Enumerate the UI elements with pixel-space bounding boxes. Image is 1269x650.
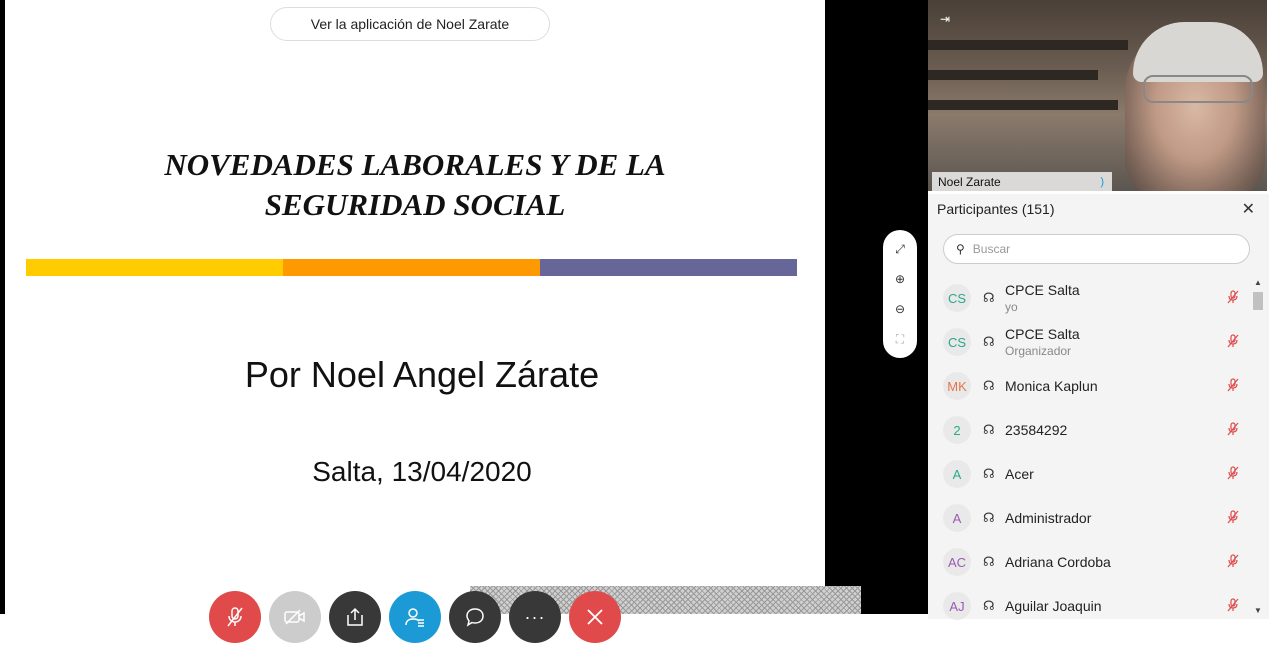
participant-name: CPCE Salta: [1005, 326, 1080, 342]
participant-name: Monica Kaplun: [1005, 378, 1098, 394]
avatar: CS: [943, 328, 971, 356]
avatar: AC: [943, 548, 971, 576]
zoom-in-icon[interactable]: ⊕: [894, 272, 906, 286]
participant-row[interactable]: [928, 320, 1250, 364]
slide-author: Por Noel Angel Zárate: [244, 354, 600, 395]
headset-icon: ☊: [983, 510, 995, 525]
participant-info: [999, 510, 1091, 526]
video-participant-name: Noel Zarate: [938, 174, 1001, 189]
video-button[interactable]: [269, 591, 321, 643]
participant-row[interactable]: [928, 540, 1250, 584]
share-button[interactable]: [329, 591, 381, 643]
mute-icon: [225, 606, 245, 628]
video-off-icon: [283, 608, 307, 626]
participant-hair: [1133, 22, 1263, 82]
end-call-icon: [586, 608, 604, 626]
avatar: A: [943, 504, 971, 532]
background-beam: [928, 100, 1118, 110]
muted-mic-icon[interactable]: [1227, 598, 1239, 615]
participant-info: [999, 598, 1102, 614]
color-bar-segment: [283, 259, 540, 276]
participants-panel: [928, 194, 1269, 619]
headset-icon: ☊: [983, 290, 995, 305]
search-input[interactable]: [943, 234, 1250, 264]
share-icon: [344, 607, 366, 627]
participant-name: 23584292: [1005, 422, 1068, 438]
avatar: 2: [943, 416, 971, 444]
muted-mic-icon[interactable]: [1227, 510, 1239, 527]
scroll-down-icon[interactable]: ▼: [1254, 606, 1262, 615]
participant-info: [999, 282, 1080, 314]
video-name-tag: [932, 172, 1112, 191]
muted-mic-icon[interactable]: [1227, 290, 1239, 307]
video-thumbnail[interactable]: [928, 0, 1267, 191]
participant-glasses: [1143, 75, 1253, 103]
end-call-button[interactable]: [569, 591, 621, 643]
muted-mic-icon[interactable]: [1227, 422, 1239, 439]
search-placeholder: Buscar: [972, 242, 1011, 256]
full-screen-icon[interactable]: ⛶: [895, 332, 905, 346]
participants-icon: [403, 606, 427, 628]
participant-info: [999, 378, 1098, 394]
participant-info: [999, 422, 1067, 438]
slide-date: Salta, 13/04/2020: [312, 456, 532, 487]
scrollbar-thumb[interactable]: [1253, 292, 1263, 310]
slide-title-line1: NOVEDADES LABORALES Y DE LA: [164, 147, 666, 182]
background-beam: [928, 70, 1098, 80]
participant-row[interactable]: [928, 496, 1250, 540]
muted-mic-icon[interactable]: [1227, 334, 1239, 351]
participant-info: [999, 326, 1080, 358]
participants-title: Participantes (151): [937, 201, 1055, 217]
presentation-slide: [5, 0, 825, 614]
view-app-button[interactable]: Ver la aplicación de Noel Zarate: [270, 7, 550, 41]
participants-button[interactable]: [389, 591, 441, 643]
more-options-button[interactable]: [509, 591, 561, 643]
headset-icon: ☊: [983, 466, 995, 481]
participants-header: [928, 194, 1269, 224]
headset-icon: ☊: [983, 422, 995, 437]
participant-role: Organizador: [1005, 344, 1072, 358]
muted-mic-icon[interactable]: [1227, 378, 1239, 395]
scrollbar[interactable]: [1252, 276, 1266, 617]
participant-name: Administrador: [1005, 510, 1092, 526]
slide-title-line2: SEGURIDAD SOCIAL: [264, 187, 566, 222]
participant-info: [999, 554, 1111, 570]
muted-mic-icon[interactable]: [1227, 466, 1239, 483]
avatar: AJ: [943, 592, 971, 620]
call-controls: [209, 591, 621, 643]
participant-role: yo: [1005, 300, 1018, 314]
participants-list: [928, 276, 1250, 628]
zoom-tools: [883, 230, 917, 358]
participant-info: [999, 466, 1034, 482]
headset-icon: ☊: [983, 554, 995, 569]
participant-row[interactable]: [928, 364, 1250, 408]
mute-button[interactable]: [209, 591, 261, 643]
chevron-right-icon[interactable]: ): [1100, 175, 1104, 188]
color-bar-segment: [26, 259, 283, 276]
avatar: MK: [943, 372, 971, 400]
avatar: A: [943, 460, 971, 488]
close-icon[interactable]: ✕: [1241, 201, 1255, 218]
participant-row[interactable]: [928, 452, 1250, 496]
participant-name: Adriana Cordoba: [1005, 554, 1111, 570]
participant-name: CPCE Salta: [1005, 282, 1080, 298]
fit-screen-icon[interactable]: ⤢: [895, 242, 905, 256]
avatar: CS: [943, 284, 971, 312]
scroll-up-icon[interactable]: ▲: [1254, 278, 1262, 287]
color-bar: [26, 259, 797, 276]
headset-icon: ☊: [983, 598, 995, 613]
participant-row[interactable]: [928, 276, 1250, 320]
color-bar-segment: [540, 259, 797, 276]
zoom-out-icon[interactable]: ⊖: [894, 302, 906, 316]
participant-name: Acer: [1005, 466, 1034, 482]
headset-icon: ☊: [983, 378, 995, 393]
participant-name: Aguilar Joaquin: [1005, 598, 1102, 614]
chat-icon: [464, 606, 486, 628]
muted-mic-icon[interactable]: [1227, 554, 1239, 571]
participant-row[interactable]: [928, 408, 1250, 452]
chat-button[interactable]: [449, 591, 501, 643]
background-beam: [928, 40, 1128, 50]
headset-icon: ☊: [983, 334, 995, 349]
collapse-video-icon[interactable]: ⇥: [940, 12, 951, 26]
participant-row[interactable]: [928, 584, 1250, 628]
search-icon: ⚲: [956, 242, 965, 256]
more-icon: ···: [524, 606, 546, 627]
slide-title: [85, 145, 745, 225]
